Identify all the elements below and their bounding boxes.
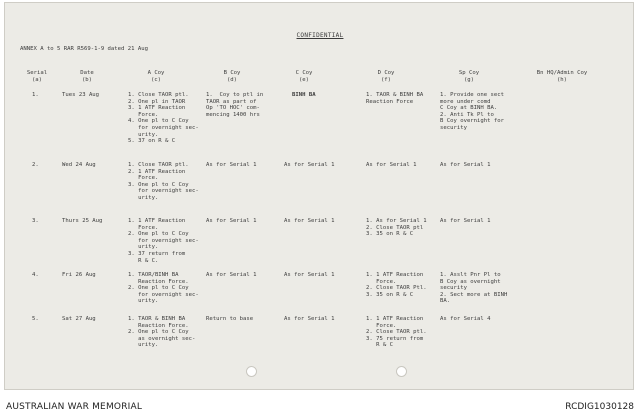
- row-sp-coy: As for Serial 4: [440, 316, 491, 322]
- row-date: Sat 27 Aug: [62, 316, 96, 322]
- row-serial: 1.: [32, 92, 39, 98]
- classification-title: CONFIDENTIAL: [296, 32, 344, 39]
- row-serial: 5.: [32, 316, 39, 322]
- header-serial: Serial (a): [26, 70, 48, 83]
- row-sp-coy: 1. Asslt Pnr Pl to B Coy as overnight security 2. Sect more at BINH BA.: [440, 272, 508, 305]
- annex-reference: ANNEX A to 5 RAR R569-1-9 dated 21 Aug: [20, 46, 148, 52]
- row-a-coy: 1. TAOR/BINH BA Reaction Force. 2. One pl to C Coy for overnight sec- urity.: [128, 272, 199, 305]
- row-date: Thurs 25 Aug: [62, 218, 103, 224]
- header-c-coy: C Coy (e): [295, 70, 313, 83]
- row-serial: 3.: [32, 218, 39, 224]
- row-b-coy: As for Serial 1: [206, 162, 257, 168]
- row-b-coy: 1. Coy to ptl in TAOR as part of Op 'TO HOC' com- mencing 1400 hrs: [206, 92, 264, 118]
- header-date: Date (b): [80, 70, 94, 83]
- row-c-coy: BINH BA: [292, 92, 316, 98]
- record-id: RCDIG1030128: [565, 402, 634, 412]
- header-d-coy: D Coy (f): [377, 70, 395, 83]
- archive-credit: AUSTRALIAN WAR MEMORIAL: [6, 402, 143, 412]
- row-b-coy: Return to base: [206, 316, 254, 322]
- row-sp-coy: As for Serial 1: [440, 162, 491, 168]
- row-b-coy: As for Serial 1: [206, 272, 257, 278]
- row-a-coy: 1. Close TAOR ptl. 2. 1 ATF Reaction Force. 3. One pl to C Coy for overnight sec- urity.: [128, 162, 199, 201]
- row-date: Wed 24 Aug: [62, 162, 96, 168]
- row-date: Tues 23 Aug: [62, 92, 100, 98]
- header-a-coy: A Coy (c): [147, 70, 165, 83]
- punch-hole: [246, 366, 257, 377]
- header-sp-coy: Sp Coy (g): [458, 70, 480, 83]
- row-c-coy: As for Serial 1: [284, 218, 335, 224]
- row-a-coy: 1. 1 ATF Reaction Force. 2. One pl to C Coy for overnight sec- urity. 3. 37 return from R & C.: [128, 218, 199, 264]
- row-d-coy: As for Serial 1: [366, 162, 417, 168]
- row-date: Fri 26 Aug: [62, 272, 96, 278]
- row-d-coy: 1. 1 ATF Reaction Force. 2. Close TAOR ptl. 3. 75 return from R & C: [366, 316, 427, 349]
- document-page: [4, 2, 634, 390]
- header-b-coy: B Coy (d): [223, 70, 241, 83]
- row-d-coy: 1. 1 ATF Reaction Force. 2. Close TAOR Ptl. 3. 35 on R & C: [366, 272, 427, 298]
- row-serial: 4.: [32, 272, 39, 278]
- row-sp-coy: 1. Provide one sect more under comd C Coy at BINH BA. 2. Anti Tk Pl to B Coy overnight for security: [440, 92, 504, 131]
- row-a-coy: 1. Close TAOR ptl. 2. One pl in TAOR 3. 1 ATF Reaction Force. 4. One pl to C Coy for overnight sec- urity. 5. 37 on R & C: [128, 92, 199, 145]
- row-c-coy: As for Serial 1: [284, 162, 335, 168]
- row-sp-coy: As for Serial 1: [440, 218, 491, 224]
- row-b-coy: As for Serial 1: [206, 218, 257, 224]
- row-serial: 2.: [32, 162, 39, 168]
- row-d-coy: 1. TAOR & BINH BA Reaction Force: [366, 92, 424, 105]
- row-c-coy: As for Serial 1: [284, 272, 335, 278]
- header-bn-hq-admin-coy: Bn HQ/Admin Coy (h): [536, 70, 588, 83]
- row-a-coy: 1. TAOR & BINH BA Reaction Force. 2. One pl to C Coy as overnight sec- urity.: [128, 316, 196, 349]
- punch-hole: [396, 366, 407, 377]
- row-d-coy: 1. As for Serial 1 2. Close TAOR ptl 3. 35 on R & C: [366, 218, 427, 238]
- row-c-coy: As for Serial 1: [284, 316, 335, 322]
